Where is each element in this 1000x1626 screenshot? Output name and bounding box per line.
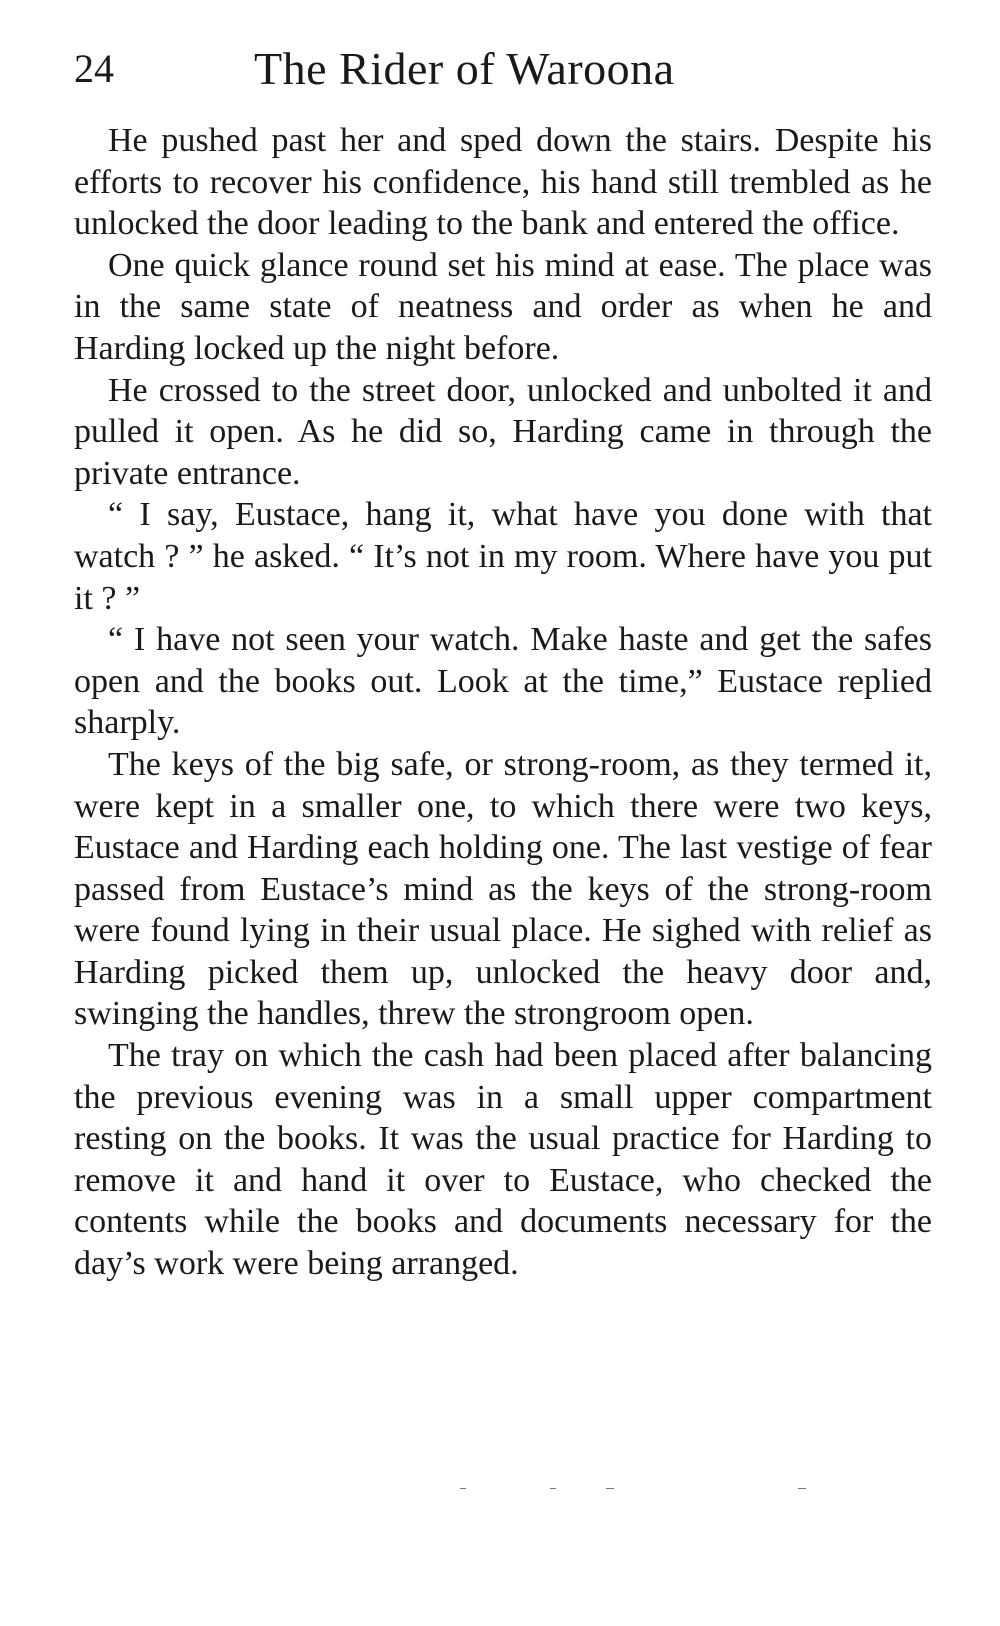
page-header <box>74 38 934 98</box>
body-text <box>74 120 932 1285</box>
paragraph: He crossed to the street door, unlocked and unbolted it and pulled it open. As he did so, Harding came in through the private entrance. <box>74 371 932 492</box>
paragraph: One quick glance round set his mind at ease. The place was in the same state of neatness and order as when he and Harding locked up the night before. <box>74 246 932 367</box>
scan-mark <box>460 1488 466 1489</box>
paragraph: He pushed past her and sped down the stairs. Despite his efforts to recover his confidence, his hand still trembled as he unlocked the door leading to the bank and entered the office. <box>74 122 932 243</box>
page-number: 24 <box>74 46 114 91</box>
running-title: The Rider of Waroona <box>254 43 675 94</box>
paragraph: “ I have not seen your watch. Make haste and get the safes open and the books out. Look at the time,” Eustace replied sharply. <box>74 621 932 742</box>
paragraph: The tray on which the cash had been placed after balancing the previous evening was in a small upper compartment resting on the books. It was the usual practice for Harding to remove it and hand it over to Eustace, who checked the contents while the books and documents necessary for the day’s work were being arranged. <box>74 1037 932 1283</box>
scan-mark <box>606 1488 614 1489</box>
scan-mark <box>798 1488 806 1489</box>
scan-marks <box>460 1488 820 1492</box>
paragraph: “ I say, Eustace, hang it, what have you done with that watch ? ” he asked. “ It’s not in my room. Where have you put it ? ” <box>74 496 932 617</box>
scan-mark <box>550 1488 556 1489</box>
paragraph: The keys of the big safe, or strong-room, as they termed it, were kept in a smaller one, to which there were two keys, Eustace and Harding each holding one. The last vestige of fear passed from Eustace’s mind as the keys of the strong-room were found lying in their usual place. He sighed with relief as Harding picked them up, unlocked the heavy door and, swinging the handles, threw the strongroom open. <box>74 745 932 1033</box>
